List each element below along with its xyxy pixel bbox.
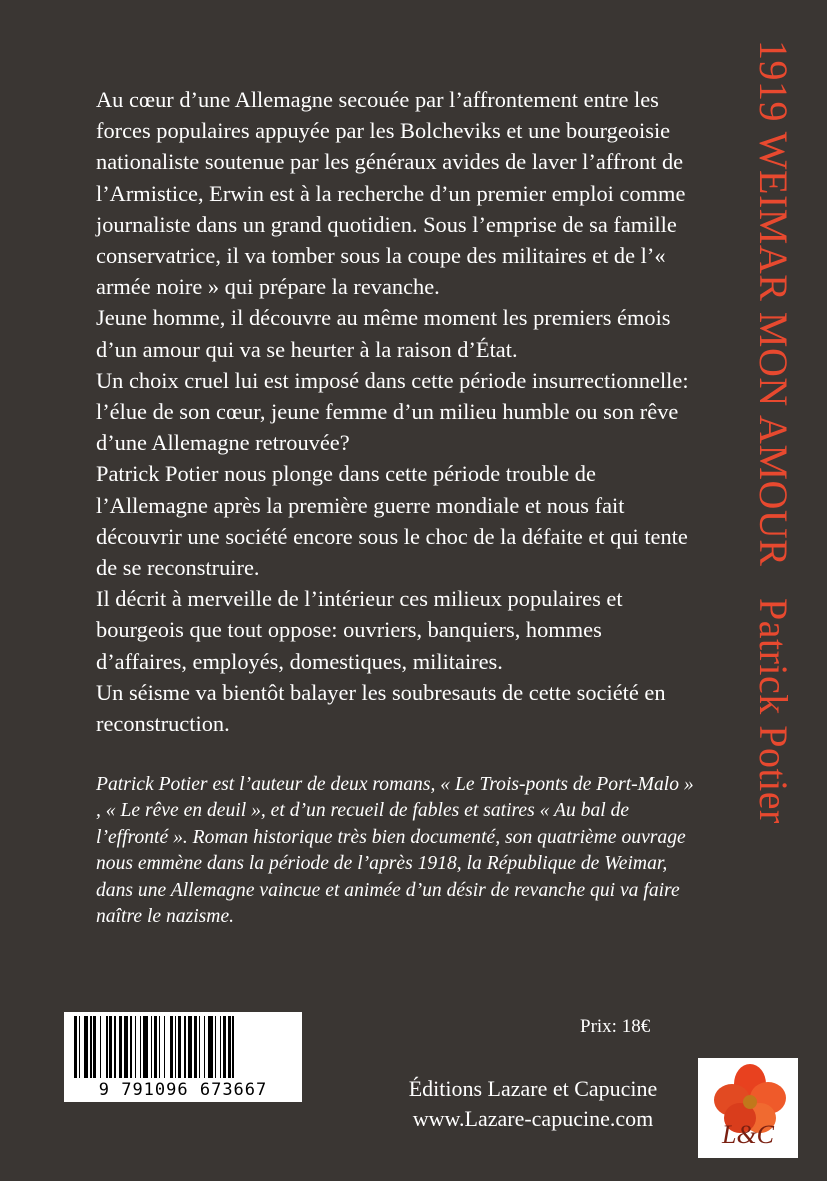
barcode-bar	[170, 1016, 173, 1078]
blurb-paragraph-1: Au cœur d’une Allemagne secouée par l’affrontement entre les forces populaires appuyée par les Bolcheviks et une bourgeoisie nationaliste soutenue par les généraux avides de laver l’affront de l’Armistice, Erwin est à la recherche d’un premier emploi comme journaliste dans un grand quotidien. Sous l’emprise de sa famille conservatrice, il va tomber sous la coupe des militaires et de l’« armée noire » qui prépare la revanche.	[96, 87, 686, 300]
barcode-bar	[114, 1016, 116, 1078]
publisher-logo	[698, 1058, 798, 1158]
barcode-bar	[79, 1016, 81, 1078]
barcode-bar	[151, 1016, 153, 1078]
spine-text	[745, 40, 801, 824]
spine-title	[745, 40, 805, 1030]
blurb-paragraph-6: Un séisme va bientôt balayer les soubresauts de cette société en reconstruction.	[96, 679, 666, 737]
barcode-bar	[124, 1016, 129, 1078]
barcode-bar	[119, 1016, 122, 1078]
barcode-bar	[228, 1016, 231, 1078]
barcode-bar	[188, 1016, 193, 1078]
barcode-bar	[109, 1016, 112, 1078]
barcode-bar	[90, 1016, 92, 1078]
barcode-bar	[74, 1016, 77, 1078]
blurb-paragraph-4: Patrick Potier nous plonge dans cette période trouble de l’Allemagne après la première guerre mondiale et nous fait découvrir une société encore sous le choc de la défaite et qui tente de se reconstruire.	[96, 461, 688, 581]
barcode-bar	[130, 1016, 132, 1078]
barcode-bar	[100, 1016, 102, 1078]
barcode-bar	[194, 1016, 197, 1078]
barcode-bar	[204, 1016, 206, 1078]
publisher-name: Éditions Lazare et Capucine	[408, 1076, 658, 1101]
publisher-info	[360, 1074, 706, 1134]
barcode-bar	[199, 1016, 201, 1078]
barcode-bar	[175, 1016, 177, 1078]
barcode-bar	[220, 1016, 222, 1078]
blurb-paragraph-2: Jeune homme, il découvre au même moment les premiers émois d’un amour qui va se heurter à la raison d’État.	[96, 305, 671, 362]
isbn-number: 9 791096 673667	[98, 1080, 268, 1100]
price: Prix: 18€	[580, 1016, 651, 1037]
back-cover-blurb	[96, 84, 696, 739]
barcode-bar	[154, 1016, 157, 1078]
publisher-url: www.Lazare-capucine.com	[412, 1106, 654, 1131]
blurb-paragraph-3: Un choix cruel lui est imposé dans cette période insurrectionnelle: l’élue de son cœur, jeune femme d’un milieu humble ou son rêve d’une Allemagne retrouvée?	[96, 367, 689, 456]
barcode-bar	[215, 1016, 217, 1078]
barcode-bar	[93, 1016, 96, 1078]
barcode-bar	[159, 1016, 161, 1078]
barcode-bar	[164, 1016, 166, 1078]
barcode-bar	[232, 1016, 234, 1078]
logo-text: L&C	[721, 1120, 775, 1149]
barcode-bar	[140, 1016, 142, 1078]
book-title: 1919 WEIMAR MON AMOUR	[751, 40, 796, 567]
barcode-bar	[223, 1016, 226, 1078]
barcode-bar	[184, 1016, 186, 1078]
author-name: Patrick Potier	[751, 597, 796, 824]
barcode	[64, 1012, 302, 1102]
blurb-paragraph-5: Il décrit à merveille de l’intérieur ces milieux populaires et bourgeois que tout oppose: ouvriers, banquiers, hommes d’affaires, employés, domestiques, militaires.	[96, 586, 623, 674]
barcode-bar	[106, 1016, 108, 1078]
author-note: Patrick Potier est l’auteur de deux romans, « Le Trois-ponts de Port-Malo » , « Le rêve en deuil », et d’un recueil de fables et satires « Au bal de l’effronté ». Roman historique très bien documenté, son quatrième ouvrage nous emmène dans la période de l’après 1918, la République de Weimar, dans une Allemagne vaincue et animée d’un désir de revanche qui va faire naître le nazisme.	[96, 774, 694, 928]
barcode-bar	[143, 1016, 148, 1078]
barcode-bar	[208, 1016, 213, 1078]
barcode-bar	[178, 1016, 181, 1078]
barcode-bar	[84, 1016, 89, 1078]
barcode-icon	[74, 1016, 292, 1078]
barcode-bar	[135, 1016, 137, 1078]
